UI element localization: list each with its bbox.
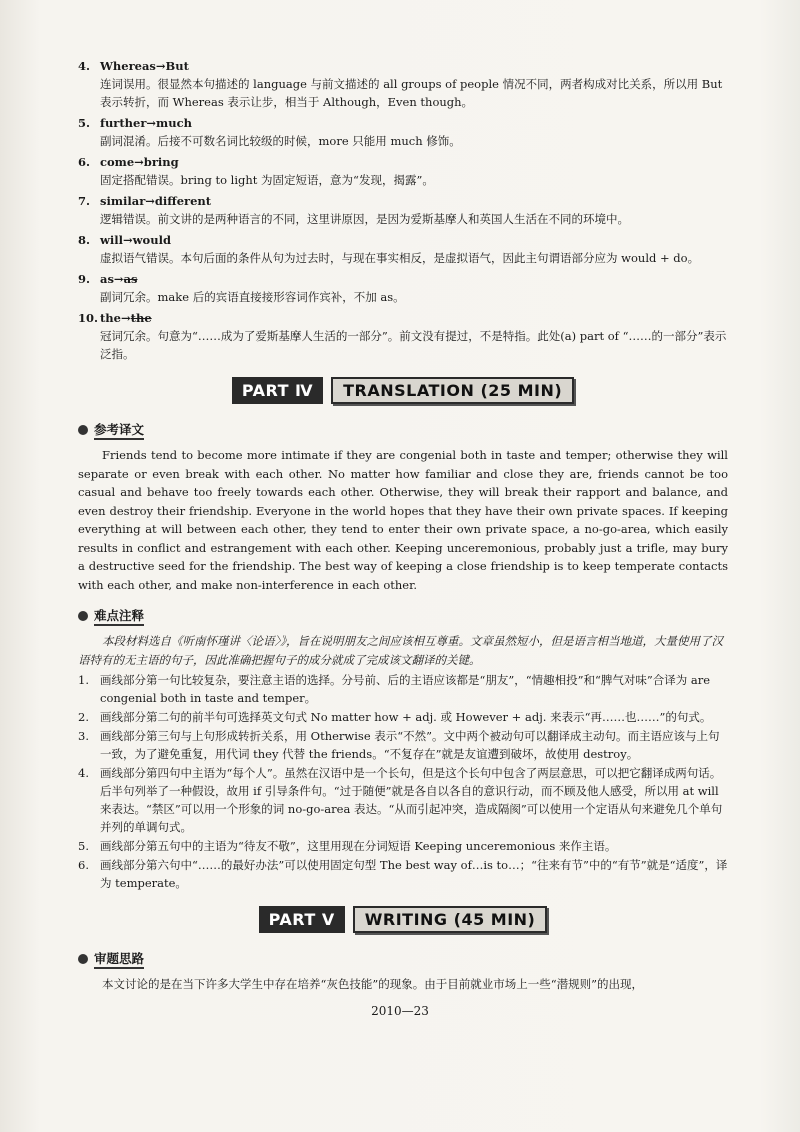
correction-explanation: 虚拟语气错误。本句后面的条件从句为过去时，与现在事实相反，是虚拟语气，因此主句谓语部分应为 would + do。 [100, 251, 700, 265]
note-item [78, 708, 728, 726]
note-text: 画线部分第四句中主语为“每个人”。虽然在汉语中是一个长句，但是这个长句中包含了两层意思，可以把它翻译成两句话。后半句列举了一种假设，故用 if 引导条件句。“过于随便”就是各自以各自的意识行动，而不顾及他人感受，所以用 at will 来表达。“禁区”可以用一个形象的词 no-go-area 表达。“从而引起冲突，造成隔阂”可以使用一个定语从句来避免几个单句并列的单调句式。 [100, 766, 723, 834]
part-v-banner [78, 906, 728, 933]
note-number: 6. [78, 858, 89, 872]
part-label: PART Ⅳ [232, 377, 323, 404]
note-number: 4. [78, 766, 89, 780]
item-number: 5. [78, 116, 91, 130]
bullet-icon [78, 954, 88, 964]
note-item [78, 727, 728, 763]
correction-item [78, 115, 728, 150]
item-number: 10. [78, 311, 99, 325]
correction-explanation: 冠词冗余。句意为“……成为了爱斯基摩人生活的一部分”。前文没有提过，不是特指。此处(a) part of “……的一部分”表示泛指。 [100, 329, 727, 361]
section-heading-idea [78, 949, 728, 967]
note-number: 2. [78, 710, 89, 724]
part-label: PART Ⅴ [259, 906, 345, 933]
correction-item [78, 193, 728, 228]
correction-heading: further→much [100, 116, 192, 130]
item-number: 8. [78, 233, 91, 247]
section-heading-notes [78, 606, 728, 624]
part-title: TRANSLATION (25 MIN) [331, 377, 574, 404]
note-item [78, 856, 728, 892]
correction-explanation: 副词混淆。后接不可数名词比较级的时候，more 只能用 much 修饰。 [100, 134, 461, 148]
correction-heading: similar→different [100, 194, 212, 208]
correction-heading: come→bring [100, 155, 179, 169]
page-number: 2010—23 [371, 1004, 429, 1018]
struck-word: as [123, 272, 138, 286]
note-text: 画线部分第一句比较复杂，要注意主语的选择。分号前、后的主语应该都是“朋友”，“情趣相投”和“脾气对味”合译为 are congenial both in taste and temper。 [100, 673, 711, 705]
correction-heading: will→would [100, 233, 171, 247]
correction-explanation: 固定搭配错误。bring to light 为固定短语，意为“发现，揭露”。 [100, 173, 434, 187]
correction-explanation: 连词误用。很显然本句描述的 language 与前文描述的 all groups of people 情况不同，两者构成对比关系，所以用 But 表示转折，而 Whereas 表示让步，相当于 Although，Even though。 [100, 77, 723, 109]
section-heading-label: 参考译文 [94, 422, 144, 440]
correction-heading: Whereas→But [100, 59, 189, 73]
item-number: 6. [78, 155, 91, 169]
correction-item [78, 232, 728, 267]
reference-translation: Friends tend to become more intimate if they are congenial both in taste and temper; otherwise they will separate or even break with each other. No matter how familiar and close they are, friends cannot be too casual and behave too freely towards each other. Otherwise, they will break their rapport and balance, and even destroy their friendship. Everyone in the world hopes that they have their own private spaces. If keeping everything at will between each other, they tend to enter their own private space, a no-go-area, which easily results in conflict and estrangement with each other. Keeping unceremonious, probably just a trifle, may bury a destructive seed for the friendship. The best way of keeping a close friendship is to keep temperate contacts with each other, and make non-interference in each other. [78, 448, 728, 592]
part-iv-banner [78, 377, 728, 404]
bullet-icon [78, 425, 88, 435]
correction-heading: as→ [100, 272, 124, 286]
bullet-icon [78, 611, 88, 621]
correction-item [78, 154, 728, 189]
notes-intro: 本段材料选自《听南怀瑾讲〈论语〉》，旨在说明朋友之间应该相互尊重。文章虽然短小，但是语言相当地道，大量使用了汉语特有的无主语的句子，因此准确把握句子的成分就成了完成该文翻译的关键。 [78, 634, 723, 667]
correction-explanation: 副词冗余。make 后的宾语直接接形容词作宾补，不加 as。 [100, 290, 405, 304]
idea-text: 本文讨论的是在当下许多大学生中存在培养“灰色技能”的现象。由于目前就业市场上一些“潜规则”的出现， [102, 977, 644, 991]
note-number: 1. [78, 673, 89, 687]
correction-item [78, 271, 728, 306]
correction-item [78, 58, 728, 111]
struck-word: the [130, 311, 152, 325]
note-number: 3. [78, 729, 89, 743]
note-text: 画线部分第六句中“……的最好办法”可以使用固定句型 The best way of…is to…；“往来有节”中的“有节”就是“适度”，译为 temperate。 [100, 858, 728, 890]
note-number: 5. [78, 839, 89, 853]
correction-item [78, 310, 728, 363]
item-number: 4. [78, 59, 91, 73]
page-content [78, 58, 728, 994]
part-title: WRITING (45 MIN) [353, 906, 548, 933]
note-text: 画线部分第五句中的主语为“待友不敬”，这里用现在分词短语 Keeping unceremonious 来作主语。 [100, 839, 617, 853]
section-heading-label: 难点注释 [94, 608, 144, 626]
correction-explanation: 逻辑错误。前文讲的是两种语言的不同，这里讲原因，是因为爱斯基摩人和英国人生活在不同的环境中。 [100, 212, 629, 226]
item-number: 7. [78, 194, 91, 208]
section-heading-reference [78, 420, 728, 438]
correction-heading: the→ [100, 311, 131, 325]
note-item [78, 671, 728, 707]
note-item [78, 837, 728, 855]
note-text: 画线部分第三句与上句形成转折关系，用 Otherwise 表示“不然”。文中两个被动句可以翻译成主动句。而主语应该与上句一致，为了避免重复，用代词 they 代替 the friends。“不复存在”就是友谊遭到破坏，故使用 destroy。 [100, 729, 720, 761]
note-item [78, 764, 728, 836]
note-text: 画线部分第二句的前半句可选择英文句式 No matter how + adj. 或 However + adj. 来表示“再……也……”的句式。 [100, 710, 712, 724]
item-number: 9. [78, 272, 91, 286]
section-heading-label: 审题思路 [94, 951, 144, 969]
